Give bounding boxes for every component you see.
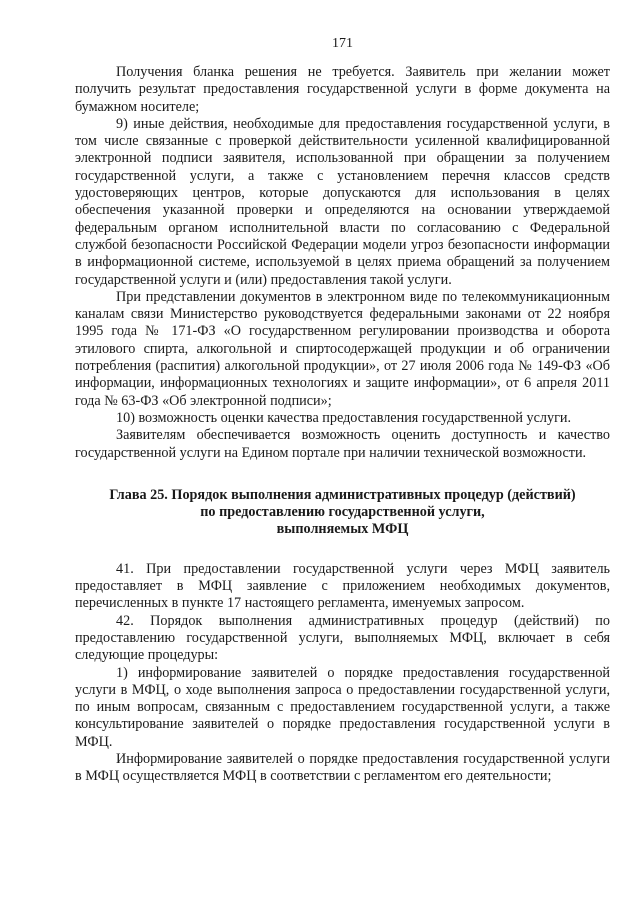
paragraph-item-41: 41. При предоставлении государственной услуги через МФЦ заявитель предоставляет в МФЦ заявление с приложением необходимых документов, перечисленных в пункте 17 настоящего регламента, именуемых запросом. <box>75 560 610 612</box>
paragraph-subitem-1: 1) информирование заявителей о порядке предоставления государственной услуги в МФЦ, о ходе выполнения запроса о предоставлении государственной услуги, по иным вопросам, связанным с предоставлением государственной услуги, а также консультирование заявителей о порядке предоставления государственной услуги в МФЦ. <box>75 664 610 750</box>
chapter-heading-line: выполняемых МФЦ <box>276 521 409 538</box>
paragraph-item-9: 9) иные действия, необходимые для предоставления государственной услуги, в том числе связанные с проверкой действительности усиленной квалифицированной электронной подписи заявителя, использованной при обращении за получением государственной услуги, а также с установлением перечня классов средств удостоверяющих центров, которые допускаются для использования в целях обеспечения указанной проверки и определяются на основании утверждаемой федеральным органом исполнительной власти по согласованию с Федеральной службой безопасности Российской Федерации модели угроз безопасности информации в информационной системе, используемой в целях приема обращений за получением государственной услуги и (или) предоставления такой услуги. <box>75 115 610 288</box>
chapter-heading-line: Глава 25. Порядок выполнения административных процедур (действий) <box>109 486 576 503</box>
chapter-heading <box>75 487 610 539</box>
page-number: 171 <box>332 36 353 51</box>
chapter-heading-line: по предоставлению государственной услуги, <box>200 504 485 521</box>
paragraph-item-42: 42. Порядок выполнения административных процедур (действий) по предоставлению государственной услуги, выполняемых МФЦ, включает в себя следующие процедуры: <box>75 612 610 664</box>
paragraph-result-form: Получения бланка решения не требуется. Заявитель при желании может получить результат предоставления государственной услуги в форме документа на бумажном носителе; <box>75 64 610 115</box>
paragraph-electronic-submission: При представлении документов в электронном виде по телекоммуникационным каналам связи Министерство руководствуется федеральными законами от 22 ноября 1995 года № 171-ФЗ «О государственном регулировании производства и оборота этилового спирта, алкогольной и спиртосодержащей продукции и об ограничении потребления (распития) алкогольной продукции», от 27 июля 2006 года № 149-ФЗ «Об информации, информационных технологиях и защите информации», от 6 апреля 2011 года № 63-ФЗ «Об электронной подписи»; <box>75 288 610 409</box>
paragraph-informing: Информирование заявителей о порядке предоставления государственной услуги в МФЦ осуществляется МФЦ в соответствии с регламентом его деятельности; <box>75 750 610 785</box>
paragraph-item-10: 10) возможность оценки качества предоставления государственной услуги. <box>116 409 572 426</box>
body-text-after-chapter <box>75 561 610 786</box>
paragraph-quality-assessment: Заявителям обеспечивается возможность оценить доступность и качество государственной услуги на Едином портале при наличии технической возможности. <box>75 427 610 461</box>
body-text-before-chapter <box>75 64 610 462</box>
